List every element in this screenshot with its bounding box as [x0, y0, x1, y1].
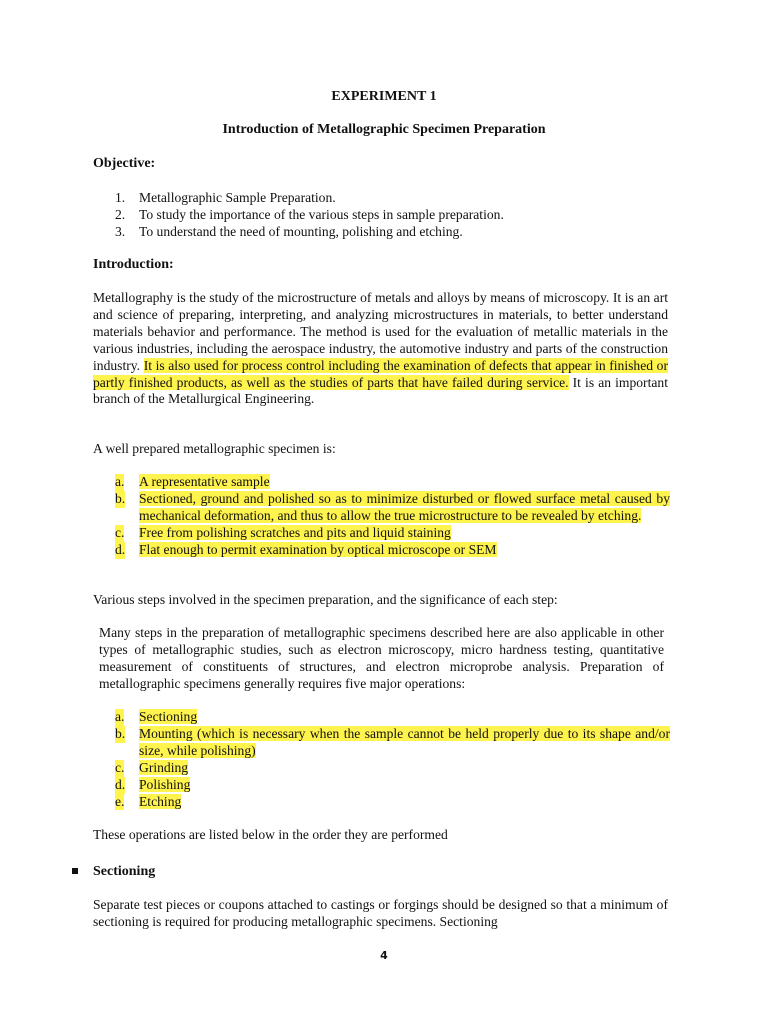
- sectioning-paragraph: Separate test pieces or coupons attached to castings or forgings should be designed so that a minimum of sectioning is required for producing metallographic specimens. Sectioning: [93, 897, 668, 929]
- operation-item: [115, 726, 670, 760]
- list-item-text: Grinding: [139, 759, 189, 775]
- well-prepared-list: [115, 474, 670, 559]
- list-marker: e.: [115, 793, 125, 809]
- list-marker: b.: [115, 725, 126, 741]
- document-title: EXPERIMENT 1: [331, 89, 437, 104]
- operations-list: [115, 709, 670, 810]
- steps-paragraph: Many steps in the preparation of metallographic specimens described here are also applicable in other types of metallographic studies, such as electron microscopy, micro hardness testing, quantitative measurement of constituents of structures, and electron microprobe analysis. Preparation of metallographic specimens generally requires five major operations:: [99, 625, 664, 691]
- list-marker: b.: [115, 490, 126, 506]
- document-subtitle: Introduction of Metallographic Specimen Preparation: [222, 122, 546, 137]
- list-item-text: Sectioned, ground and polished so as to minimize disturbed or flowed surface metal caused by mechanical deformation, and thus to allow the true microstructure to be revealed by etching.: [139, 490, 670, 523]
- well-prepared-item: [115, 525, 670, 542]
- list-marker: 3.: [115, 223, 126, 239]
- list-item-text: Etching: [139, 793, 182, 809]
- list-item-text: A representative sample: [139, 474, 270, 489]
- list-item-text: Free from polishing scratches and pits and liquid staining: [139, 524, 451, 540]
- list-marker: c.: [115, 759, 125, 775]
- operation-item: [115, 709, 670, 726]
- objective-list: [115, 190, 670, 241]
- introduction-paragraph: [93, 290, 668, 408]
- list-marker: a.: [115, 709, 125, 724]
- introduction-highlighted-text: It is also used for process control including the examination of defects that appear in finished or partly finished products, as well as the studies of parts that have failed during service.: [93, 357, 668, 390]
- operation-item: [115, 777, 670, 794]
- list-item-text: Mounting (which is necessary when the sample cannot be held properly due to its shape and/or size, while polishing): [139, 725, 670, 758]
- list-item-text: To study the importance of the various steps in sample preparation.: [139, 206, 504, 222]
- steps-intro: Various steps involved in the specimen preparation, and the significance of each step:: [93, 592, 558, 607]
- introduction-tail-text: It is an important branch of the Metallurgical Engineering.: [93, 374, 668, 407]
- introduction-text: Metallography is the study of the microstructure of metals and alloys by means of microscopy. It is an art and science of preparing, interpreting, and analyzing microstructures in materials, to better understand materials behavior and performance. The method is used for the evaluation of metallic materials in the various industries, including the aerospace industry, the automotive industry and parts of the construction industry.: [93, 290, 668, 373]
- sectioning-heading: Sectioning: [93, 864, 156, 879]
- list-marker: a.: [115, 474, 125, 489]
- objective-item: [115, 190, 670, 207]
- list-marker: d.: [115, 776, 126, 792]
- square-bullet-icon: [72, 868, 78, 874]
- list-item-text: Polishing: [139, 776, 191, 792]
- list-item-text: Sectioning: [139, 709, 198, 724]
- operation-item: [115, 794, 670, 811]
- objective-item: [115, 224, 670, 241]
- list-marker: d.: [115, 541, 126, 557]
- objective-heading: Objective:: [93, 156, 156, 171]
- well-prepared-intro: A well prepared metallographic specimen is:: [93, 441, 336, 456]
- order-note: These operations are listed below in the order they are performed: [93, 827, 448, 842]
- list-marker: 2.: [115, 206, 126, 222]
- objective-item: [115, 207, 670, 224]
- well-prepared-item: [115, 542, 670, 559]
- introduction-heading: Introduction:: [93, 257, 174, 272]
- operation-item: [115, 760, 670, 777]
- list-item-text: To understand the need of mounting, polishing and etching.: [139, 223, 463, 239]
- list-marker: 1.: [115, 190, 126, 205]
- well-prepared-item: [115, 474, 670, 491]
- page-number: 4: [380, 949, 388, 962]
- well-prepared-item: [115, 491, 670, 525]
- list-item-text: Metallographic Sample Preparation.: [139, 190, 336, 205]
- list-marker: c.: [115, 524, 125, 540]
- list-item-text: Flat enough to permit examination by optical microscope or SEM: [139, 541, 497, 557]
